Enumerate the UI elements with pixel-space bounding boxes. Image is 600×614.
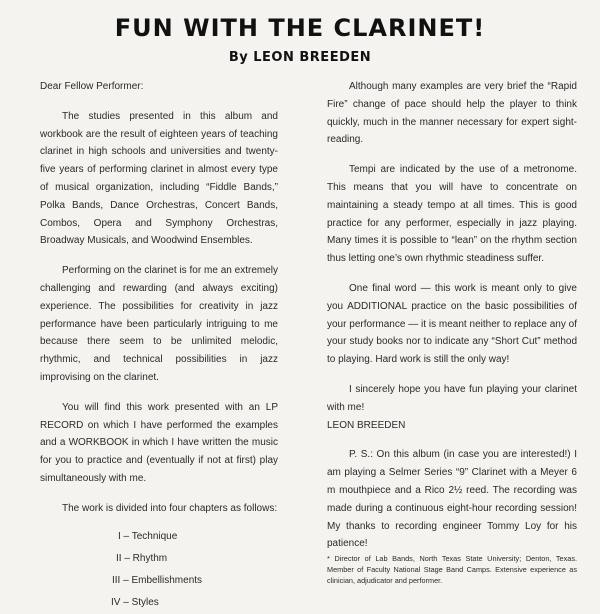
salutation: Dear Fellow Performer: (40, 81, 144, 92)
paragraph-final-word: One final word — this work is meant only to give you ADDITIONAL practice on the basic possibilities of your performance — it is meant neither to replace any of your study books nor to indicate any “Short Cut” method to playing. Hard work is still the only way! (327, 282, 577, 366)
chapter-item: I – Technique (118, 530, 178, 542)
paragraph-closing: I sincerely hope you have fun playing your clarinet with me! (327, 383, 577, 413)
paragraph-intro: The studies presented in this album and workbook are the result of eighteen years of teaching clarinet in high schools and universities and twenty-five years of performing clarinet in almost every type of musical organization, including “Fiddle Bands,” Polka Bands, Dance Orchestras, Concert Bands, Combos, Opera and Symphony Orchestras, Broadway Musicals, and Woodwind Ensembles. (40, 110, 278, 247)
chapter-item: III – Embellishments (112, 574, 203, 586)
page-title: FUN WITH THE CLARINET! (114, 14, 486, 42)
left-column (40, 78, 278, 614)
right-column (327, 78, 577, 586)
paragraph-performing: Performing on the clarinet is for me an extremely challenging and rewarding (and always exciting) experience. The possibilities for creativity in jazz performance have been particularly intriguing to me because there seem to be unlimited melodic, rhythmic, and technical possibilities in jazz improvising on the clarinet. (40, 265, 278, 383)
footnote: * Director of Lab Bands, North Texas State University; Denton, Texas. Member of Faculty National Stage Band Camps. Extensive experience as clinician, adjudicator and performer. (327, 554, 577, 586)
paragraph-chapters-intro: The work is divided into four chapters as follows: (62, 502, 278, 514)
paragraph-lp-record: You will find this work presented with an LP RECORD on which I have performed the examples and a WORKBOOK in which I have written the music for you to practice and (eventually if not at first) play simultaneously with me. (40, 401, 278, 484)
chapter-item: IV – Styles (111, 596, 159, 608)
paragraph-tempi: Tempi are indicated by the use of a metronome. This means that you will have to concentrate on maintaining a steady tempo at all times. This is good practice for any performer, especially in jazz playing. Many times it is possible to “lean” on the rhythm section thus letting one’s own rhythmic steadiness suffer. (327, 164, 577, 265)
chapter-item: II – Rhythm (116, 552, 168, 564)
paragraph-postscript: P. S.: On this album (in case you are interested!) I am playing a Selmer Series “9” Clarinet with a Meyer 6 m mouthpiece and a Rico 2½ reed. The recording was made during a continuous eight-hour recording session! My thanks to recording engineer Tommy Loy for his patience! (327, 449, 577, 550)
paragraph-rapid-fire: Although many examples are very brief the “Rapid Fire” change of pace should help the player to think quickly, much in the manner necessary for expert sight-reading. (327, 81, 577, 146)
signature: LEON BREEDEN (327, 419, 406, 431)
author-byline: By LEON BREEDEN (228, 50, 372, 65)
chapter-list (40, 526, 278, 614)
